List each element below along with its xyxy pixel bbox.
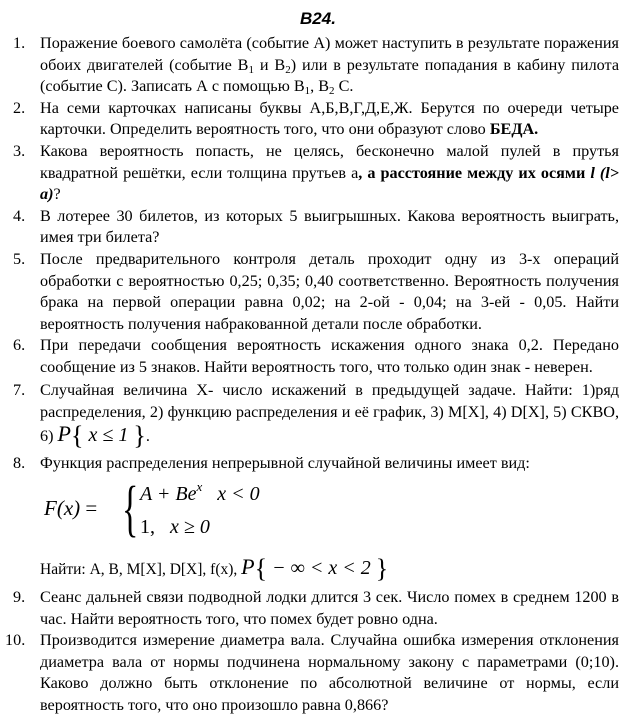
task-text: Случайная величина Х- число искажений в предыдущей задаче. Найти: 1)ряд распределения, 2) функцию распределения и её график, 3) М[Х], 4) D[X], 5) СКВО, 6): [40, 380, 619, 445]
formula-case-1: $A + Be^x$ x < 0: [140, 479, 260, 506]
task-text: После предварительного контроля деталь проходит одну из 3-х операций обработки с вероятностью 0,25; 0,35; 0,40 соответственно. Вероятность получения брака на первой операции равна 0,02; на 2-ой - 0,04; на 3-ей - 0,05. Найти вероятность получения набракованной детали после обработки.: [40, 249, 619, 333]
task-text: В лотерее 30 билетов, из которых 5 выигрышных. Какова вероятность выиграть, имея три билета?: [40, 206, 619, 247]
task-text: Производится измерение диаметра вала. Случайна ошибка измерения отклонения диаметра вала от нормы подчинена нормальному закону с параметрами (0;10). Каково должно быть отклонение по абсолютной величине от нормы, если вероятность того, что оно произошло равна 0,866?: [40, 631, 619, 715]
task-number: 7.: [13, 380, 26, 399]
math-variable: l: [590, 163, 595, 182]
task-text: При передачи сообщения вероятность искажения одного знака 0,2. Передано сообщение из 5 знаков. Найти вероятность того, что только один знак - неверен.: [40, 336, 619, 376]
task-number: 4.: [13, 206, 26, 225]
task-text: Функция распределения непрерывной случайной величины имеет вид:: [40, 453, 530, 472]
task-number: 9.: [13, 588, 26, 607]
math-probability: P{ − ∞ < x < 2 }: [241, 554, 389, 584]
task-item: [0, 33, 636, 98]
task-item: [0, 206, 636, 249]
piecewise-brace: {: [122, 475, 139, 544]
task-text: Сеанс дальней связи подводной лодки длится 3 сек. Число помех в среднем 1200 в час. Найти вероятность того, что помех будет ровно одна.: [40, 588, 619, 628]
task-number: 1.: [13, 34, 26, 52]
task-number: 2.: [13, 98, 26, 117]
math-condition: (l> a): [40, 163, 619, 204]
task-list: [0, 33, 636, 717]
task-number: 8.: [13, 453, 26, 472]
task-item: [0, 249, 636, 335]
task-item: [0, 587, 636, 630]
task-number: 10.: [5, 631, 26, 650]
math-probability: P{ x ≤ 1 }: [57, 420, 146, 450]
task-text: На семи карточках написаны буквы А,Б,В,Г,Д,Е,Ж. Берутся по очереди четыре карточки. Определить вероятность того, что они образуют слово: [40, 98, 619, 139]
page-title: B24.: [300, 9, 336, 28]
task-keyword: БЕДА.: [489, 120, 539, 139]
page: [0, 8, 636, 717]
task-text: Поражение боевого самолёта (событие А) может наступить в результате поражения обоих двигателей (событие $В_1$ и $В_2$) или в результате попадания в кабину пилота (событие С). Записать А с помощью $В_1$, $В_2$ С.: [40, 34, 620, 98]
distribution-formula: F(x) = { $A + Be^x$ x < 0 1, x ≥ 0: [44, 475, 260, 544]
task-item: 7. Случайная величина Х- число искажений в предыдущей задаче. Найти: 1)ряд распределения, 2) функцию распределения и её график, 3) М[Х], 4) D[X], 5) СКВО, 6) P{ x ≤ 1 }.: [13, 380, 619, 450]
formula-case-2: 1, x ≥ 0: [140, 516, 210, 539]
task-item: [0, 98, 636, 141]
task-text: Какова вероятность попасть, не целясь, бесконечно малой пулей в прутья квадратной решётки, если толщина прутьев а: [40, 141, 619, 182]
task-number: 3.: [13, 141, 26, 160]
task-number: 6.: [13, 336, 26, 355]
task-item: 3. Какова вероятность попасть, не целясь, бесконечно малой пулей в прутья квадратной решётки, если толщина прутьев а, а расстояние между их осями l (l> a)?: [13, 141, 619, 204]
task-item: [0, 453, 636, 584]
task-item: [0, 335, 636, 378]
task-find-line: Найти: А, В, М[Х], D[X], f(x), P{ − ∞ < x < 2 }: [40, 554, 389, 584]
task-number: 5.: [13, 249, 26, 268]
task-item: [0, 630, 636, 716]
